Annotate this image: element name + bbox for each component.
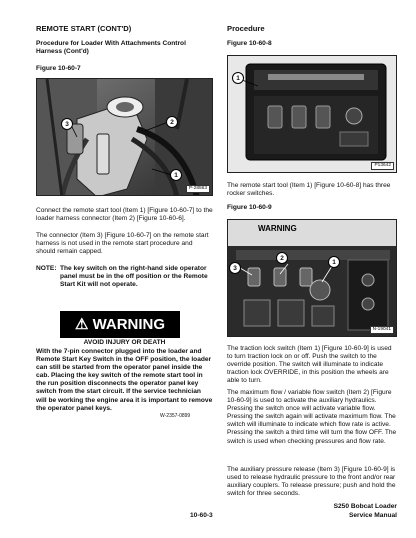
paragraph-connect-tool: Connect the remote start tool (Item 1) [Figure 10-60-7] to the loader harness connector (Item 2) [Figure 10-60-6]. (36, 207, 213, 223)
section-title: REMOTE START (CONT'D) (36, 24, 132, 33)
callout-item-1: 1 (328, 256, 340, 268)
note-text: The key switch on the right-hand side operator panel must be in the off position or the Remote Start Kit will not operate. (60, 265, 208, 289)
figure-code: N-19041 (370, 326, 394, 334)
warning-label: WARNING (92, 316, 166, 333)
warning-text: With the 7-pin connector plugged into the loader and Remote Start Key Switch in the OFF position, the loader can still be started from the operator panel inside the cab. Placing the key switch of the remote start tool in the run position disconnects the operator panel key switch from the start circuit. If the service technician will be working the engine area it is important to remove the operator panel keys. (36, 348, 213, 412)
figure-code: P-28563 (186, 185, 210, 193)
tool-warning-label: WARNING (258, 224, 297, 233)
figure-label: Figure 10-60-9 (227, 204, 272, 211)
paragraph-traction-lock: The traction lock switch (Item 1) [Figure 10-60-9] is used to turn traction lock on or off. Push the switch to the override position. The switch will illuminate to indicate traction lock OVERRIDE, in this position the wheels are able to turn. (227, 345, 392, 385)
paragraph-flow-switch: The maximum flow / variable flow switch (Item 2) [Figure 10-60-9] is used to activate the auxiliary hydraulics. Pressing the switch once will activate variable flow. Pressing the switch again will activate maximum flow. The switch will illuminate to indicate which flow rate is active. Pressing the switch a third time will turn the flow OFF. The switch is used when checking pressures and flow rate. (227, 389, 397, 445)
figure-10-60-7-photo (36, 78, 213, 196)
model-name: S250 Bobcat Loader (333, 503, 397, 510)
figure-label: Figure 10-60-8 (227, 40, 272, 47)
warning-code: W-2357-0899 (160, 413, 191, 419)
callout-item-3: 3 (61, 118, 73, 130)
figure-10-60-8-caption: The remote start tool (Item 1) [Figure 10-60-8] has three rocker switches. (227, 182, 391, 198)
figure-code: P13642 (371, 162, 394, 170)
callout-item-1: 1 (170, 169, 182, 181)
manual-name: Service Manual (348, 512, 397, 519)
procedure-title: Procedure (227, 24, 265, 33)
figure-label: Figure 10-60-7 (36, 65, 81, 72)
figure-10-60-9-photo (227, 219, 397, 337)
callout-item-2: 2 (166, 116, 178, 128)
procedure-subtitle: Procedure for Loader With Attachments Control Harness (Cont'd) (36, 40, 186, 56)
callout-item-1: 1 (232, 72, 244, 84)
callout-item-2: 2 (276, 252, 288, 264)
paragraph-connector-capped: The connector (Item 3) [Figure 10-60-7] on the remote start harness is not used in the remote start procedure and should remain capped. (36, 232, 209, 256)
note-label: NOTE: (36, 265, 57, 272)
callout-item-3: 3 (229, 262, 241, 274)
figure-10-60-8-photo (227, 55, 397, 173)
harness-photo-illustration (37, 79, 213, 196)
warning-heading: AVOID INJURY OR DEATH (83, 339, 166, 346)
page-number: 10-60-3 (190, 512, 213, 519)
paragraph-pressure-release: The auxiliary pressure release (Item 3) [Figure 10-60-9] is used to release hydraulic pressure to the front and/or rear auxiliary couplers. To release pressure; push and hold the switch for three seconds. (227, 466, 396, 498)
warning-triangle-icon: ⚠ (74, 316, 89, 333)
warning-banner (60, 311, 180, 338)
tool-panel-illustration (228, 220, 397, 337)
remote-start-tool-illustration (228, 56, 397, 173)
